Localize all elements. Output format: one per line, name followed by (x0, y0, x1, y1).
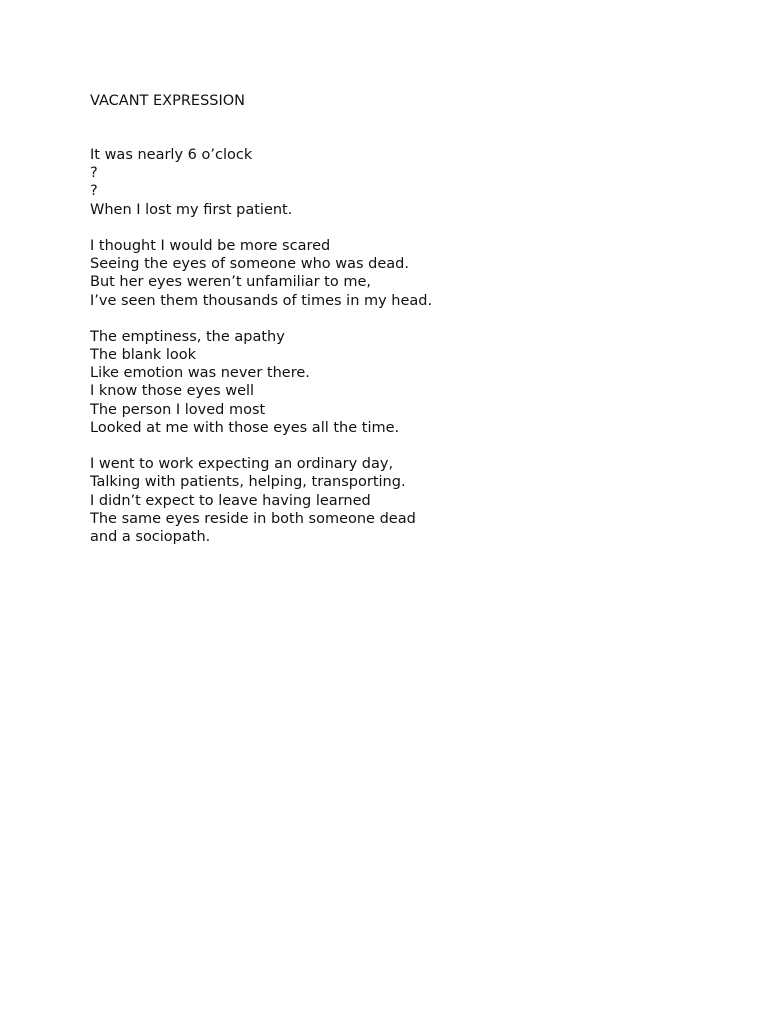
poem-line: The blank look (90, 347, 197, 364)
poem-line: The person I loved most (90, 401, 266, 418)
poem-body (90, 146, 710, 564)
poem-line: When I lost my first patient. (90, 201, 293, 218)
poem-line: But her eyes weren’t unfamiliar to me, (90, 274, 371, 291)
poem-line: Talking with patients, helping, transporting. (90, 474, 406, 491)
stanza-2 (90, 237, 710, 310)
poem-line: Seeing the eyes of someone who was dead. (90, 256, 409, 273)
poem-line: Looked at me with those eyes all the time. (90, 419, 400, 436)
stanza-1 (90, 146, 710, 219)
poem-line: Like emotion was never there. (90, 365, 310, 382)
document-title: VACANT EXPRESSION (90, 93, 246, 109)
poem-line: I know those eyes well (90, 383, 255, 400)
poem-line: It was nearly 6 o’clock (90, 147, 253, 163)
poem-line: ? (90, 165, 98, 182)
poem-line: The same eyes reside in both someone dead (90, 510, 416, 527)
poem-line: I went to work expecting an ordinary day, (90, 456, 394, 473)
poem-line: ? (90, 183, 98, 200)
stanza-3 (90, 328, 710, 437)
poem-line: and a sociopath. (90, 528, 211, 545)
poem-line: I didn’t expect to leave having learned (90, 492, 371, 509)
poem-line: The emptiness, the apathy (90, 328, 285, 345)
poem-line: I’ve seen them thousands of times in my head. (90, 292, 433, 309)
poem-line: I thought I would be more scared (90, 237, 331, 254)
stanza-4 (90, 455, 710, 546)
